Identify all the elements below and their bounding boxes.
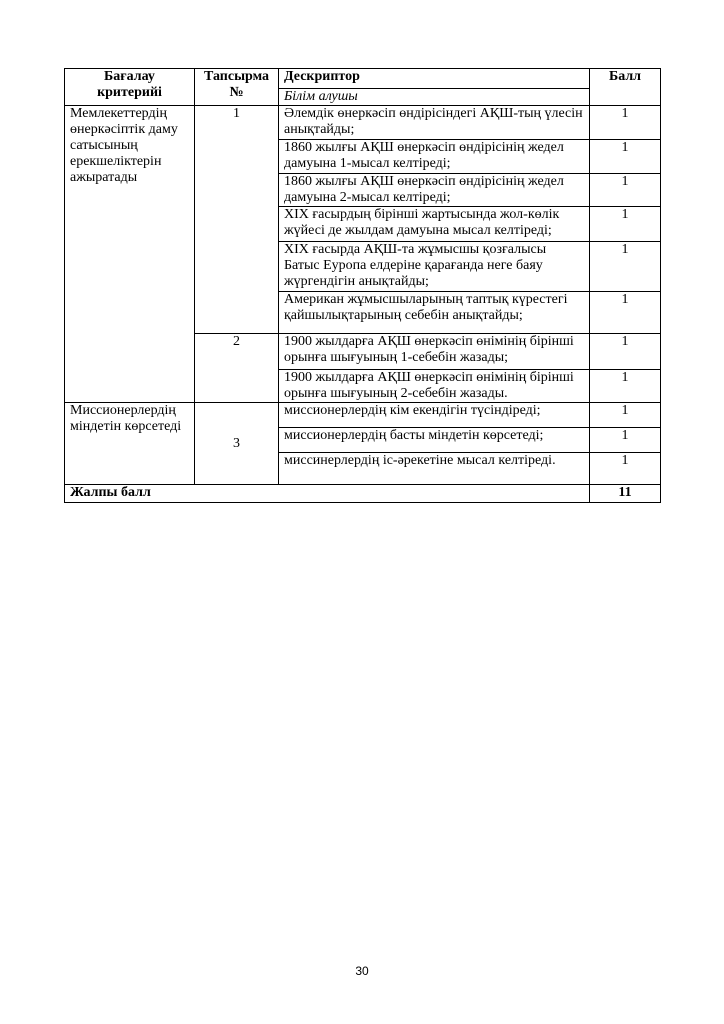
task-number-cell: 1	[195, 106, 279, 334]
table-row	[65, 106, 661, 140]
score-cell: 1	[590, 403, 661, 428]
task-number-cell: 3	[195, 403, 279, 485]
descriptor-cell: XIX ғасырда АҚШ-та жұмысшы қозғалысы Батыс Еуропа елдеріне қарағанда неге баяу жүргендігін анықтайды;	[279, 242, 590, 292]
score-cell: 1	[590, 207, 661, 242]
header-row	[65, 69, 661, 89]
header-criteria: Бағалау критерийі	[65, 69, 195, 106]
score-cell: 1	[590, 106, 661, 140]
descriptor-cell: миссинерлердің іс-әрекетіне мысал келтіреді.	[279, 453, 590, 485]
score-cell: 1	[590, 453, 661, 485]
descriptor-cell: XIX ғасырдың бірінші жартысында жол-көлік жүйесі де жылдам дамуына мысал келтіреді;	[279, 207, 590, 242]
score-cell: 1	[590, 292, 661, 334]
header-descriptor-sub: Білім алушы	[279, 89, 590, 106]
task-number-cell: 2	[195, 334, 279, 403]
score-cell: 1	[590, 174, 661, 207]
assessment-table-wrapper	[64, 68, 660, 503]
descriptor-cell: Әлемдік өнеркәсіп өндірісіндегі АҚШ-тың үлесін анықтайды;	[279, 106, 590, 140]
score-cell: 1	[590, 370, 661, 403]
descriptor-cell: 1860 жылғы АҚШ өнеркәсіп өндірісінің жедел дамуына 1-мысал келтіреді;	[279, 140, 590, 174]
descriptor-cell: Американ жұмысшыларының таптық күрестегі қайшылықтарының себебін анықтайды;	[279, 292, 590, 334]
score-cell: 1	[590, 242, 661, 292]
score-cell: 1	[590, 428, 661, 453]
header-score: Балл	[590, 69, 661, 106]
descriptor-cell: миссионерлердің басты міндетін көрсетеді;	[279, 428, 590, 453]
total-label: Жалпы балл	[65, 485, 590, 503]
criteria-cell: Мемлекеттердің өнеркәсіптік даму сатысының ерекшеліктерін ажыратады	[65, 106, 195, 403]
score-cell: 1	[590, 334, 661, 370]
descriptor-cell: 1860 жылғы АҚШ өнеркәсіп өндірісінің жедел дамуына 2-мысал келтіреді;	[279, 174, 590, 207]
descriptor-cell: 1900 жылдарға АҚШ өнеркәсіп өнімінің бірінші орынға шығуының 2-себебін жазады.	[279, 370, 590, 403]
criteria-cell: Миссионерлердің міндетін көрсетеді	[65, 403, 195, 485]
assessment-table	[64, 68, 661, 503]
page-number: 30	[355, 964, 369, 978]
header-task: Тапсырма №	[195, 69, 279, 106]
descriptor-cell: 1900 жылдарға АҚШ өнеркәсіп өнімінің бірінші орынға шығуының 1-себебін жазады;	[279, 334, 590, 370]
score-cell: 1	[590, 140, 661, 174]
total-score: 11	[590, 485, 661, 503]
descriptor-cell: миссионерлердің кім екендігін түсіндіреді;	[279, 403, 590, 428]
table-row	[65, 403, 661, 428]
total-row	[65, 485, 661, 503]
header-descriptor: Дескриптор	[279, 69, 590, 89]
